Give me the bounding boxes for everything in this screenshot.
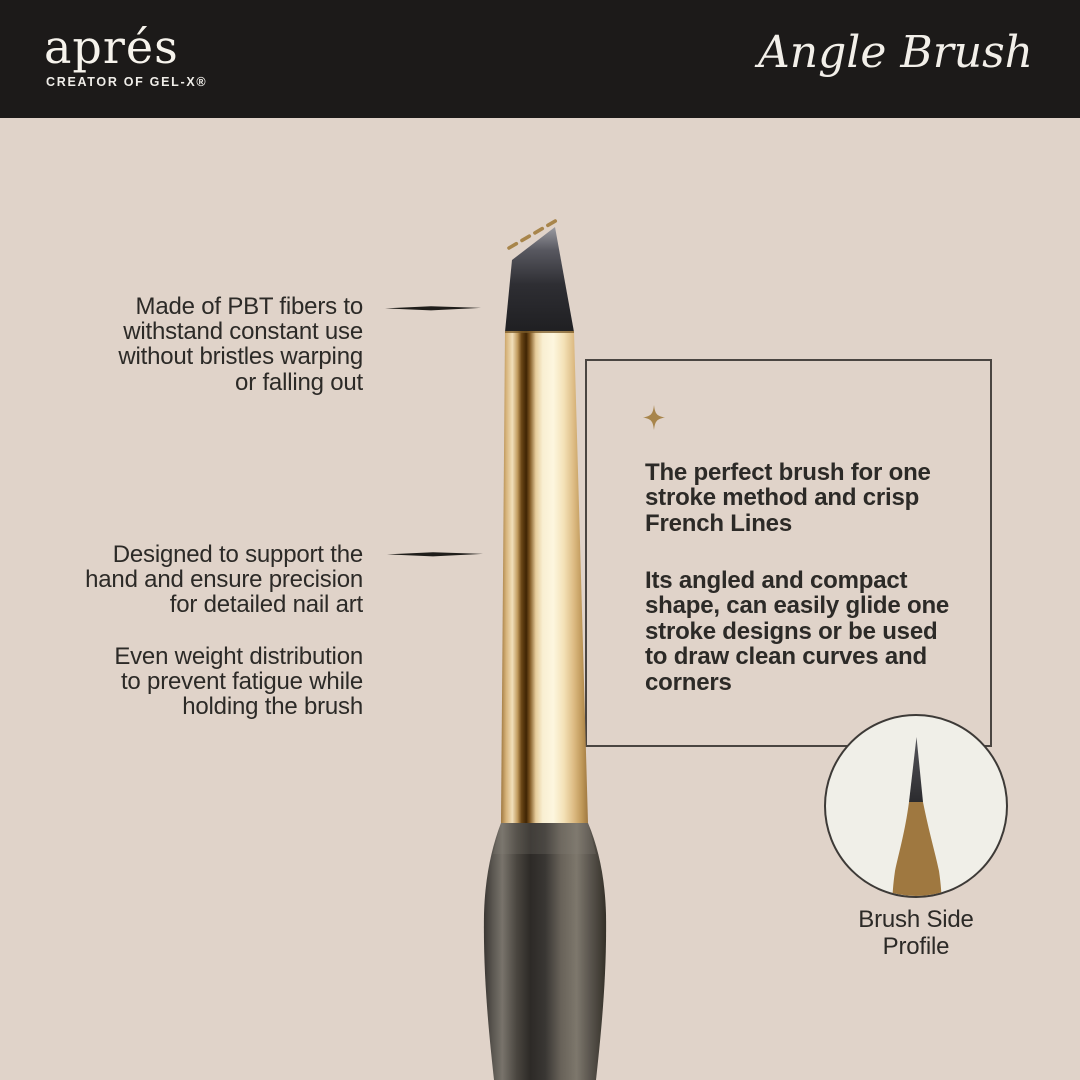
callout-line-text: holding the brush (182, 693, 363, 721)
brand-logo: aprés (44, 20, 179, 74)
feature-line-text: Its angled and compact (645, 567, 908, 594)
feature-line-text: French Lines (645, 509, 792, 537)
feature-line-text: stroke method and crisp (645, 484, 920, 512)
feature-line-text: corners (645, 668, 732, 696)
callout-line-text: for detailed nail art (169, 591, 363, 619)
callout-line-text: Even weight distribution (114, 643, 363, 670)
callout-bristles-text (23, 294, 363, 395)
side-profile-image (826, 716, 1006, 896)
handle-neck-highlight (493, 823, 596, 854)
brush-front-image (430, 195, 660, 1080)
callout-line-text: or falling out (235, 368, 363, 396)
callout-ferrule-text (23, 542, 363, 618)
callout-line-text: to prevent fatigue while (120, 668, 363, 696)
feature-line-text: The perfect brush for one (645, 459, 931, 486)
side-profile-caption: Brush Side Profile (858, 906, 974, 960)
side-profile-ferrule (892, 802, 942, 896)
feature-line-text: stroke designs or be used (645, 617, 938, 645)
callout-line-text: hand and ensure precision (85, 566, 363, 594)
side-profile-circle (824, 714, 1008, 898)
header-bar (0, 0, 1080, 118)
side-profile-bristle-tip (909, 737, 923, 802)
feature-line-text: shape, can easily glide one (645, 592, 950, 620)
callout-line-text: Designed to support the (112, 541, 363, 568)
callout-line-text: withstand constant use (123, 318, 363, 346)
callout-line-text: without bristles warping (118, 343, 363, 371)
brand-tagline: CREATOR OF GEL-X® (46, 75, 208, 89)
brush-ferrule (501, 331, 588, 823)
feature-line-text: to draw clean curves and (645, 643, 927, 671)
feature-paragraph-2 (645, 568, 975, 695)
callout-line-text: Made of PBT fibers to (135, 293, 363, 320)
brush-handle (484, 823, 606, 1080)
product-title: Angle Brush (758, 27, 1033, 78)
callout-handle-text (23, 644, 363, 720)
feature-paragraph-1 (645, 460, 975, 536)
